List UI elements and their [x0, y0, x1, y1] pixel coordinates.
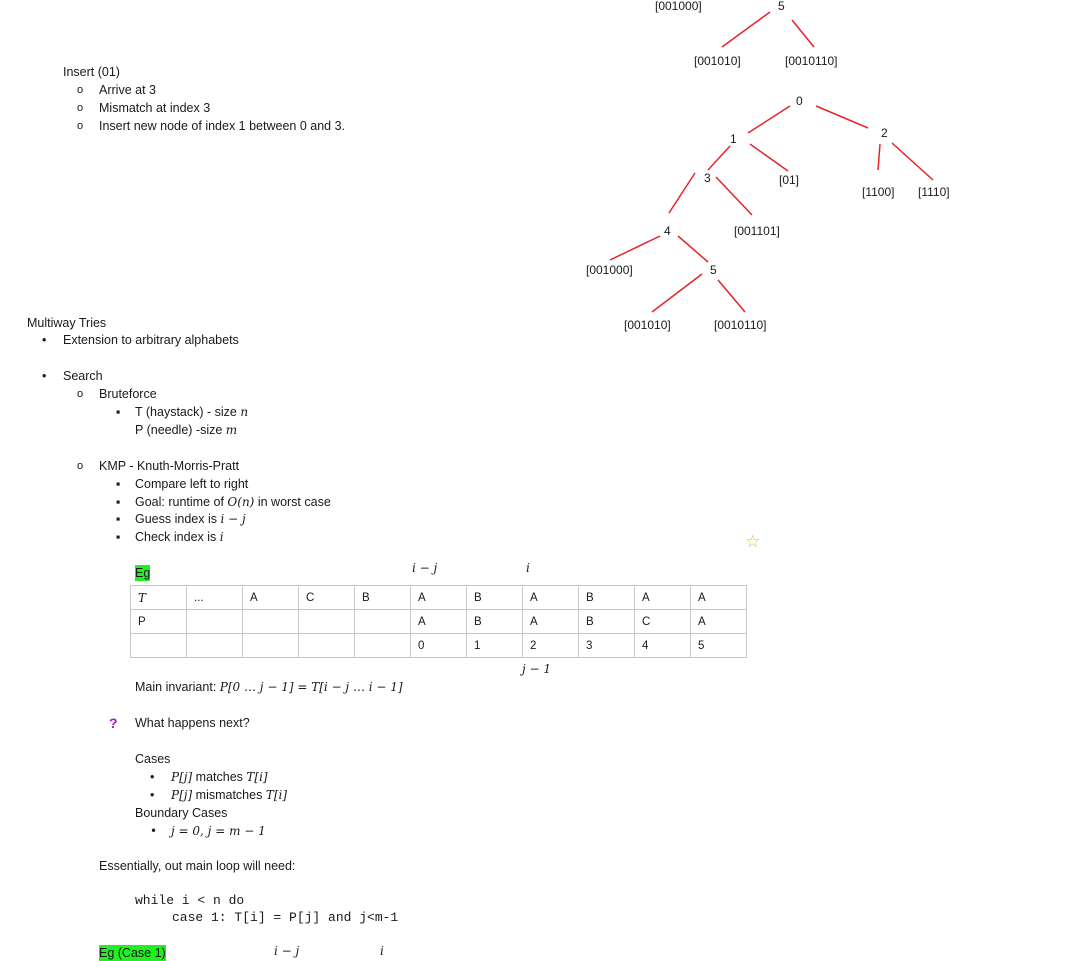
- main-invariant: [135, 679, 403, 695]
- loop-intro: Essentially, out main loop will need:: [99, 859, 296, 873]
- invariant-math: P[0 … j − 1] = T[i − j … i − 1]: [219, 680, 403, 694]
- kmp-bullet-check: [135, 529, 224, 545]
- tree-edge: [816, 106, 868, 128]
- goal-text-post: in worst case: [257, 495, 331, 509]
- table-cell: [243, 634, 299, 658]
- kmp-bullet-compare: ▪ Compare left to right: [135, 476, 248, 492]
- insert-step-3: o Insert new node of index 1 between 0 and 3.: [99, 118, 345, 134]
- goal-text: Goal: runtime of: [135, 495, 224, 509]
- goal-math: O(n): [227, 495, 255, 509]
- table-cell: P: [131, 610, 187, 634]
- tree-edge: [722, 12, 770, 47]
- tree-node-5: 5: [710, 263, 717, 277]
- code-line-2: case 1: T[i] = P[j] and j<m-1: [172, 910, 399, 925]
- table-cell: [243, 610, 299, 634]
- invariant-text: Main invariant:: [135, 680, 217, 694]
- tree-top-leaf-right: [0010110]: [785, 54, 838, 68]
- tree-node-4: 4: [664, 224, 671, 238]
- table-cell: A: [523, 610, 579, 634]
- tree-leaf: [01]: [779, 173, 800, 187]
- tree-leaf: [0010110]: [714, 318, 767, 332]
- multiway-extension: • Extension to arbitrary alphabets: [63, 332, 239, 348]
- label-j-minus-1: j − 1: [522, 662, 552, 676]
- case-text: matches: [195, 770, 243, 784]
- table-cell: C: [635, 610, 691, 634]
- table-cell: A: [411, 610, 467, 634]
- case-match: [171, 769, 268, 785]
- tree-edge: [750, 144, 788, 171]
- haystack-text: T (haystack) - size: [135, 405, 237, 419]
- table-cell: [355, 610, 411, 634]
- case-text: mismatches: [195, 788, 263, 802]
- tree-edge: [892, 143, 933, 180]
- example-label: Eg: [135, 566, 151, 580]
- label-i-minus-j: i − j: [412, 561, 438, 575]
- case-math: P[j]: [171, 770, 193, 784]
- table-cell: [131, 634, 187, 658]
- tree-edge: [669, 173, 695, 213]
- table-cell: [299, 634, 355, 658]
- needle-text: P (needle) -size: [135, 423, 223, 437]
- kmp-example-table: [130, 585, 747, 658]
- table-cell: [299, 610, 355, 634]
- insert-title: Insert (01): [63, 65, 120, 79]
- case-math: T[i]: [246, 770, 268, 784]
- label-i: i: [526, 561, 530, 575]
- example2-label-i: i: [380, 944, 384, 958]
- code-line-1: while i < n do: [135, 893, 245, 908]
- trie-diagram: [0, 0, 1082, 340]
- star-icon[interactable]: ☆: [745, 532, 761, 551]
- needle-var: m: [225, 423, 238, 437]
- table-cell: B: [467, 610, 523, 634]
- tree-leaf: [001101]: [734, 224, 780, 238]
- boundary-title: Boundary Cases: [135, 806, 228, 820]
- boundary-case: • j = 0, j = m − 1: [171, 823, 266, 839]
- table-cell: A: [243, 586, 299, 610]
- insert-step-1: o Arrive at 3: [99, 82, 156, 98]
- tree-top-node-5: 5: [778, 0, 785, 13]
- tree-edge: [748, 106, 790, 133]
- table-cell: A: [411, 586, 467, 610]
- table-cell: B: [467, 586, 523, 610]
- table-row: [131, 634, 747, 658]
- tree-node-3: 3: [704, 171, 711, 185]
- tree-leaf: [001010]: [624, 318, 671, 332]
- cases-title: Cases: [135, 752, 171, 766]
- tree-leaf: [001000]: [586, 263, 633, 277]
- tree-edge: [878, 144, 880, 170]
- case-math: T[i]: [265, 788, 288, 802]
- tree-edge: [716, 177, 752, 215]
- table-cell: T: [131, 586, 187, 610]
- table-cell: 4: [635, 634, 691, 658]
- table-cell: A: [691, 586, 747, 610]
- search-heading: • Search: [63, 368, 103, 384]
- table-row: [131, 586, 747, 610]
- table-cell: B: [579, 586, 635, 610]
- table-cell: ...: [187, 586, 243, 610]
- case-mismatch: [171, 787, 287, 803]
- tree-edge: [718, 280, 745, 312]
- table-cell: B: [355, 586, 411, 610]
- table-cell: [187, 634, 243, 658]
- question-text: What happens next?: [135, 716, 250, 730]
- tree-top-leaf-left: [001010]: [694, 54, 741, 68]
- table-cell: [187, 610, 243, 634]
- table-cell: 1: [467, 634, 523, 658]
- kmp-heading: o KMP - Knuth-Morris-Pratt: [99, 458, 239, 474]
- table-cell: A: [523, 586, 579, 610]
- tree-node-2: 2: [881, 126, 888, 140]
- table-row: [131, 610, 747, 634]
- tree-leaf: [1100]: [862, 185, 895, 199]
- guess-math: i − j: [220, 512, 246, 526]
- guess-text: Guess index is: [135, 512, 217, 526]
- kmp-bullet-goal: [135, 494, 331, 510]
- tree-edge: [708, 146, 730, 170]
- tree-edge: [678, 236, 708, 262]
- table-cell: B: [579, 610, 635, 634]
- tree-node-1: 1: [730, 132, 737, 146]
- table-cell: A: [635, 586, 691, 610]
- needle-line: [135, 422, 237, 438]
- kmp-bullet-guess: [135, 511, 246, 527]
- check-text: Check index is: [135, 530, 217, 544]
- case-math: P[j]: [171, 788, 193, 802]
- check-math: i: [219, 530, 224, 544]
- haystack-var: n: [240, 405, 249, 419]
- table-cell: C: [299, 586, 355, 610]
- bruteforce-heading: o Bruteforce: [99, 386, 157, 402]
- table-cell: A: [691, 610, 747, 634]
- question-icon: ?: [109, 715, 118, 731]
- table-cell: 5: [691, 634, 747, 658]
- haystack-line: [135, 404, 248, 420]
- table-cell: 3: [579, 634, 635, 658]
- table-cell: 2: [523, 634, 579, 658]
- tree-edge: [792, 20, 814, 47]
- multiway-title: Multiway Tries: [27, 316, 107, 330]
- insert-step-2: o Mismatch at index 3: [99, 100, 210, 116]
- tree-edge: [652, 274, 702, 312]
- tree-top-root-label: [001000]: [655, 0, 702, 13]
- tree-edge: [610, 236, 660, 260]
- tree-leaf: [1110]: [918, 185, 950, 199]
- table-cell: 0: [411, 634, 467, 658]
- tree-node-0: 0: [796, 94, 803, 108]
- table-cell: [355, 634, 411, 658]
- example2-label: Eg (Case 1): [99, 946, 166, 960]
- example2-label-i-minus-j: i − j: [274, 944, 300, 958]
